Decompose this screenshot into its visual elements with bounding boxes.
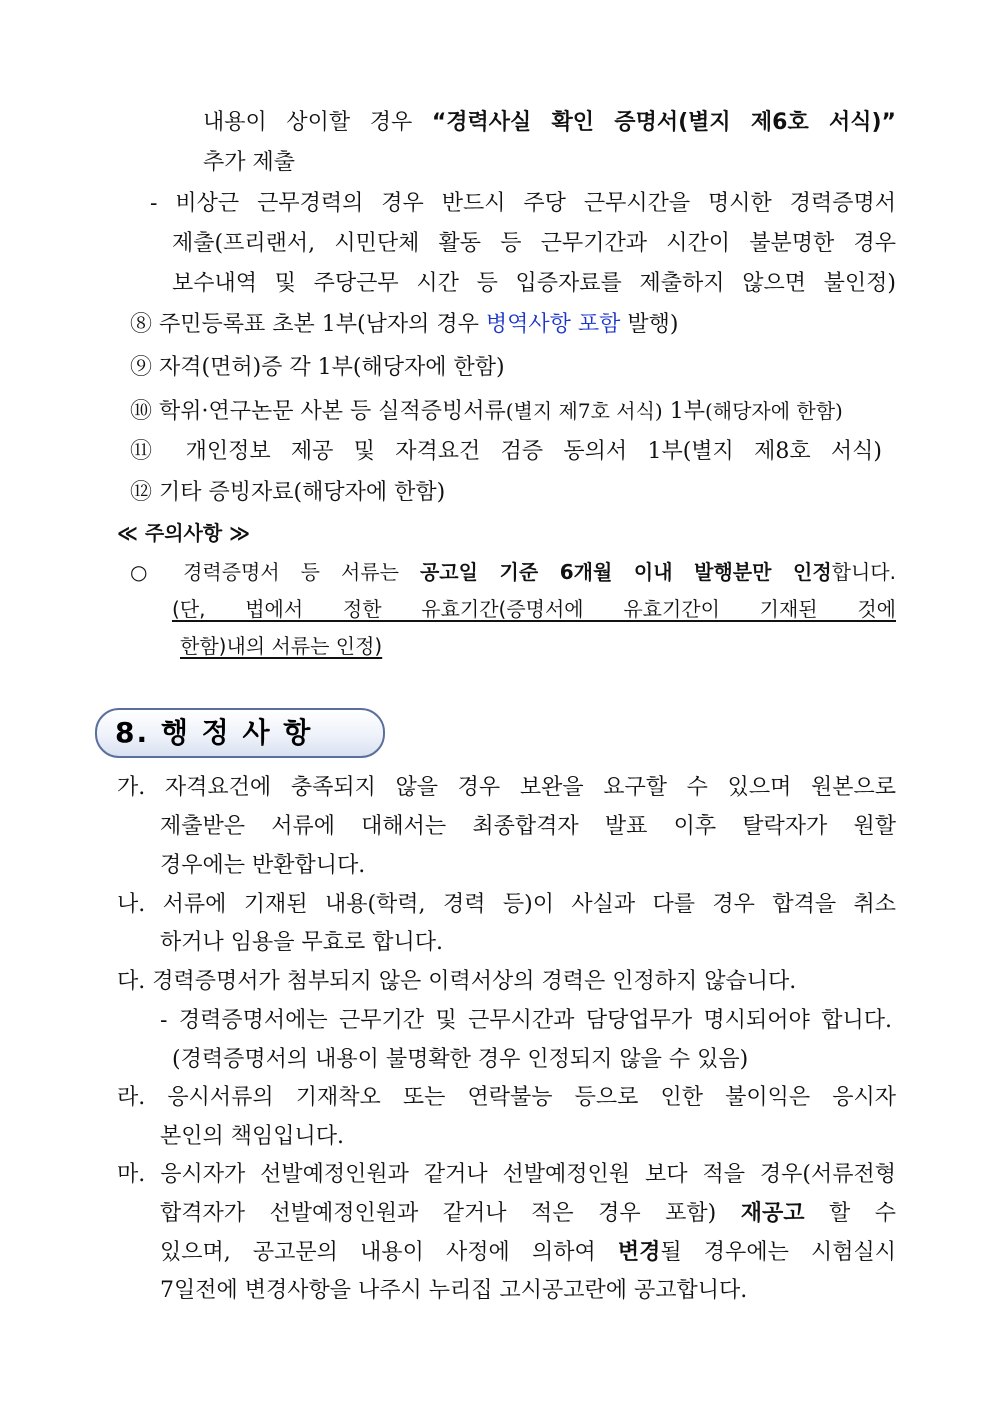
item-10-applicability: (해당자에 한함) (704, 399, 843, 423)
item-ma-line-2-suffix: 할 수 (804, 1201, 896, 1226)
military-service-highlight: 병역사항 포함 (485, 312, 621, 337)
continuation-text: 내용이 상이할 경우 (203, 110, 432, 135)
item-da-sub-2: (경력증명서의 내용이 불명확한 경우 인정되지 않을 수 있음) (172, 1047, 749, 1072)
item-10 (130, 396, 896, 427)
caution-bullet (130, 557, 896, 587)
item-ma-line-3-suffix: 될 경우에는 시험실시 (660, 1240, 896, 1265)
part-time-bullet-line-1: - 비상근 근무경력의 경우 반드시 주당 근무시간을 명시한 경력증명서 (150, 191, 896, 216)
re-announcement-emphasis: 재공고 (740, 1201, 805, 1226)
item-na-line-1: 나. 서류에 기재된 내용(학력, 경력 등)이 사실과 다를 경우 합격을 취소 (117, 892, 896, 917)
caution-suffix: 합니다. (831, 560, 896, 584)
caution-emphasis: 공고일 기준 6개월 이내 발행분만 인정 (419, 560, 832, 584)
item-da-sub-1: - 경력증명서에는 근무기간 및 근무시간과 담당업무가 명시되어야 합니다. (160, 1008, 892, 1033)
item-10-form-ref: (별지 제7호 서식) (505, 399, 663, 423)
section-8-heading: 8. 행 정 사 항 (115, 716, 313, 749)
form6-reference: “경력사실 확인 증명서(별지 제6호 서식)” (431, 110, 896, 135)
section-8-heading-box (95, 708, 385, 758)
item-8-suffix: 발행) (620, 312, 679, 337)
item-11: ⑪ 개인정보 제공 및 자격요건 검증 동의서 1부(별지 제8호 서식) (130, 439, 882, 464)
caution-underline-1: (단, 법에서 정한 유효기간(증명서에 유효기간이 기재된 것에 (172, 597, 896, 621)
item-ga-line-2: 제출받은 서류에 대해서는 최종합격자 발표 이후 탈락자가 원할 (160, 814, 896, 839)
item-ga-line-1: 가. 자격요건에 충족되지 않을 경우 보완을 요구할 수 있으며 원본으로 (117, 775, 896, 800)
item-8 (130, 310, 678, 340)
item-10-text: ⑩ 학위·연구논문 사본 등 실적증빙서류 (130, 399, 506, 424)
item-ma-line-3 (160, 1238, 896, 1268)
item-10-count: 1부 (662, 399, 705, 424)
item-ma-line-2-text: 합격자가 선발예정인원과 같거나 적은 경우 포함) (160, 1201, 741, 1226)
part-time-bullet-line-3: 보수내역 및 주당근무 시간 등 입증자료를 제출하지 않으면 불인정) (172, 271, 896, 296)
caution-title: ≪ 주의사항 ≫ (117, 521, 251, 545)
item-na-line-2: 하거나 임용을 무효로 합니다. (160, 930, 443, 955)
item-da-line-1: 다. 경력증명서가 첨부되지 않은 이력서상의 경력은 인정하지 않습니다. (117, 969, 797, 994)
item-ma-line-4: 7일전에 변경사항을 나주시 누리집 고시공고란에 공고합니다. (160, 1278, 748, 1303)
item-ra-line-1: 라. 응시서류의 기재착오 또는 연락불능 등으로 인한 불이익은 응시자 (117, 1085, 896, 1110)
item-ma-line-2 (160, 1199, 896, 1229)
item-8-text: ⑧ 주민등록표 초본 1부(남자의 경우 (130, 312, 486, 337)
continuation-line-1 (203, 108, 896, 138)
caution-underline-2: 한함)내의 서류는 인정) (180, 634, 383, 658)
item-ra-line-2: 본인의 책임입니다. (160, 1124, 345, 1149)
change-emphasis: 변경 (617, 1240, 661, 1265)
item-9: ⑨ 자격(면허)증 각 1부(해당자에 한함) (130, 355, 505, 380)
item-12: ⑫ 기타 증빙자료(해당자에 한함) (130, 480, 446, 505)
caution-text: ○ 경력증명서 등 서류는 (130, 560, 420, 584)
item-ga-line-3: 경우에는 반환합니다. (160, 853, 366, 878)
item-ma-line-3-text: 있으며, 공고문의 내용이 사정에 의하여 (160, 1240, 618, 1265)
part-time-bullet-line-2: 제출(프리랜서, 시민단체 활동 등 근무기간과 시간이 불분명한 경우 (172, 231, 896, 256)
continuation-line-2: 추가 제출 (203, 150, 296, 175)
item-ma-line-1: 마. 응시자가 선발예정인원과 같거나 선발예정인원 보다 적을 경우(서류전형 (117, 1162, 896, 1187)
